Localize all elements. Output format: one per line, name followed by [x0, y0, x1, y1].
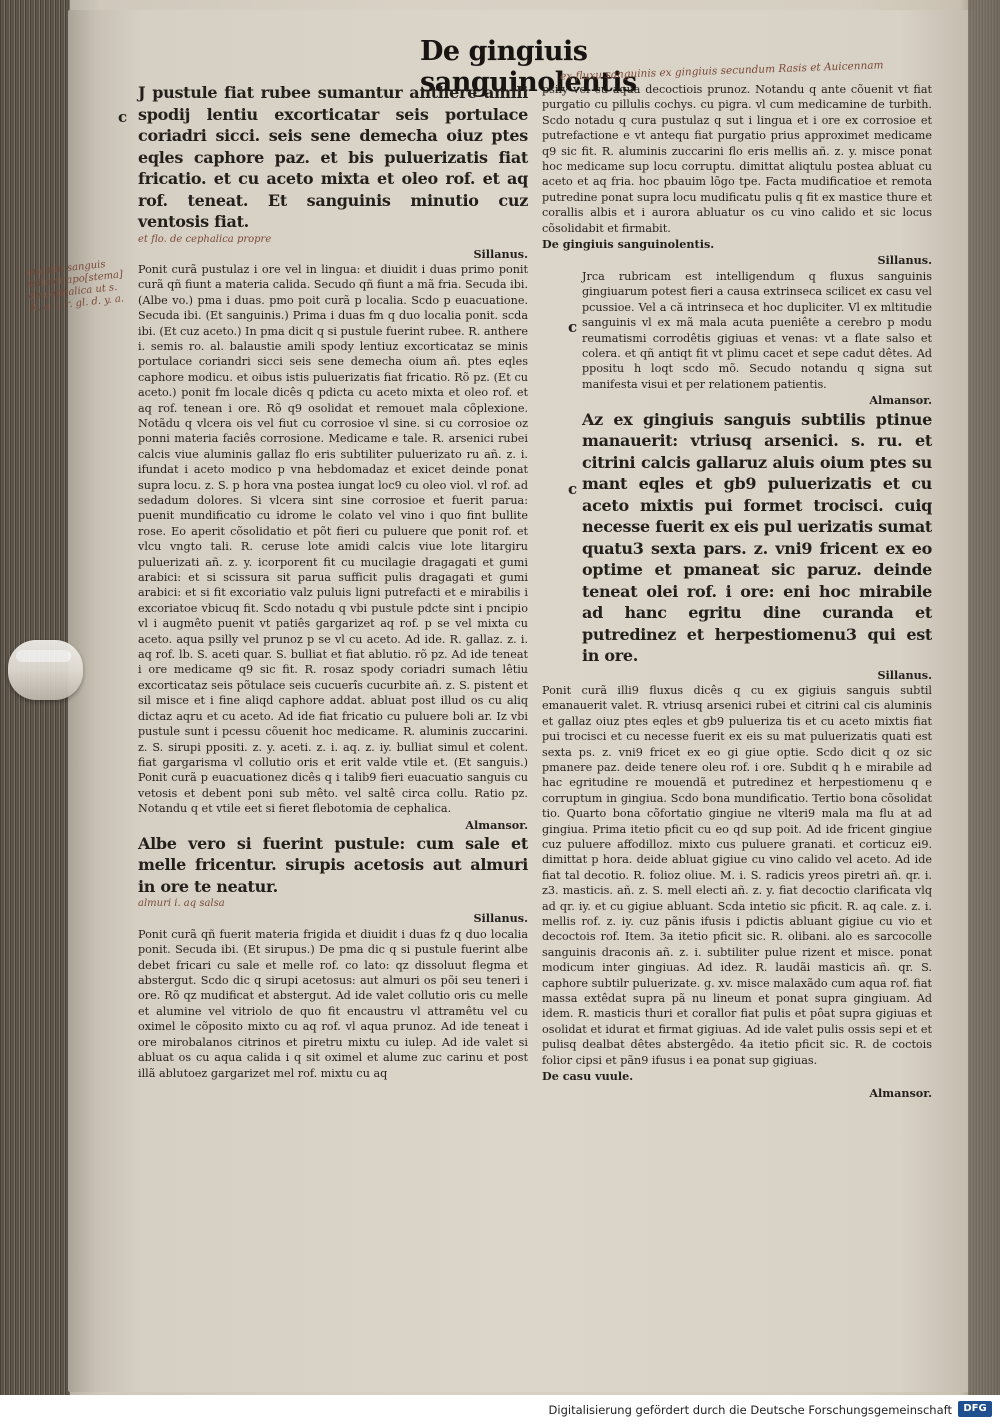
footer-credit: Digitalisierung gefördert durch die Deutsche Forschungsgemeinschaft: [548, 1403, 952, 1417]
right-para-4: Ponit curã illi9 fluxus dicês q cu ex gigiuis sanguis subtil emanauerit valet. R. vtriusq arsenici rubei et citrini cal cis aluminis et gallaz oiuz ptes eqles et gb9 pulueriza tis et cu aceto mixtis fiat pui trocisci et cu necesse fuerit ex eis su mat puluerizatis quati est sexta ps. z. vni9 fricet ex eo gi giue optie. Scdo dicit q oz sic pmanere paz. deide tenere oleu rof. i ore. Subdit q h e mirabile ad hac egritudine re mouendã et putredinez et herpestiomenu q e corruptum in gingiua. Scdo bona mundificatio. Tertio bona cõsolidat tio. Quarto bona cõfortatio gingiue ne vlteri9 mala ma flu at ad gingiua. Prima itetio pficit cu eo qd sup poit. Ad ide fricent gingiue cuz puluere affodilloz. mixto cus puluere granati. et corticuz ei9. dimittat p hora. deide abluat gigiue cu vino calido vel aceto. Ad ide fiat tal decotio. R. folioz oliue. M. i. S. radicis yreos piretri añ. qr. i. z3. masticis. añ. z. S. mell electi añ. z. y. fiat decoctio clarificata vlq ad qr. iy. et cu gigiue abluant. Scda intetio sic pficit. R. aq cale. z. i. mellis rof. z. iy. cuz pãnis ifusis i pdictis abluant gigiue cu vio et decoctois rof. Item. 3a itetio pficit sic. R. olibani. alo es sarcocolle sanguinis draconis añ. z. i. subtiliter pulue rizent et misce. ponat modicum inter gingiuas. Ad idez. R. laudãi masticis añ. qr. S. caphore subtilr puluerizate. g. xv. misce malaxãdo cum aqua rof. fiat massa extêdat supra pã nu lineum et ponat supra gingiuam. Ad idem. R. masticis thuri et corallor fiat pulis et pôat supra gigiuas et osolidat et idurat et firmat gigiuas. Ad ide valet pulis ossis sepi et et pulisq dealbat dêtes abstergêdo. 4a itetio pficit sic. R. de coctois folior cipsi et pãn9 ifusus i ea ponat sup gigiuas.: [542, 683, 932, 1067]
section-heading-sillanus-right: Sillanus.: [877, 253, 932, 268]
page-clip: [8, 640, 83, 700]
section-heading-sillanus-right-2: Sillanus.: [877, 667, 932, 682]
left-para-1-text: J pustule fiat rubee sumantur anthere amili spodij lentiu excorticatar seis portulace coriadri sicci. seis sene demecha oiuz ptes eqles caphore paz. et bis puluerizatis fiat fricatio. et cu aceto mixta et oleo rof. et aq rof. teneat. Et sanguinis minutio cuz ventosis fiat.: [138, 83, 528, 231]
left-para-3: Albe vero si fuerint pustule: cum sale et melle fricentur. sirupis acetosis aut almuri in ore te neatur.: [138, 833, 528, 896]
rubric-de-gingiuis: De gingiuis sanguinolentis.: [542, 237, 715, 252]
handwritten-header-note: ex fluxu sanguinis ex gingiuis secundum Rasis et Auicennam: [559, 59, 884, 83]
right-para-2: Jrca rubricam est intelligendum q fluxus sanguinis gingiuarum potest fieri a causa extrinseca scilicet ex casu vel pcussioe. Vel a că intrinseca et hoc dupliciter. Vl ex mltitudie sanguinis vl ex mã mala acuta pueniête a cerebro p modu reumatismi corrodêtis gigiuas et venas: vt a flate salso et colera. et qñ antiqt fit vt plimu cacet et sepe cadut dêtes. Ad ppositu h loqt scdo mõ. Secudo notandu q signa sut manifesta visui et per relationem patientis.: [582, 269, 932, 391]
left-hand-note-2: almuri i. aq salsa: [138, 898, 225, 910]
left-para-2: Ponit curã pustulaz i ore vel in lingua: et diuidit i duas primo ponit curã qñ fiunt a materia calida. Secudo qñ fiunt a mã fria. Secuda ibi. (Albe vo.) pma i duas. pmo poit curã p localia. Scdo p euacuatione. Secuda ibi. (Et sanguinis.) Prima i duas fm q duo localia ponit. scda ibi. (Et cuz aceto.) In pma dicit q si pustule fuerint rubee. R. anthere i. semis ro. al. balaustie amili spody lentiuz excorticataz se minis portulace coriandri sicci seis sene demecha oium añ. ptes eqles caphore modicu. et oibus istis puluerizatis fiat fricatio. Rõ pz. (Et cu aceto.) ponit fm locale dicês q pdicta cu aceto mixta et oleo rof. et aq rof. tenean i ore. Rõ q9 osolidat et remouet mala cõplexione. Notãdu q vlcera ois vel fiut cu corrosioe vl sine. si cu corrosioe oz ponni materia faciês corrosione. Medicame e tale. R. arsenici rubei calcis viue aluminis gallaz flo eris subtiliter puluerizato ru añ. z. i. ifundat i aceto modico p vna hebdomadaz et exicet deinde ponat supra locu. z. S. p hora vna postea iungat loc9 cu oleo viol. vl rof. ad sedadum dolores. Si vlcera sint sine corrosioe et fuerit parua: puenit mundificatio cu idrome le colato vel vino i quo fint bullite rose. Eo aperit cõsolidatio et põt fieri cu puluere que ponit rof. et vlcu vngto tali. R. ceruse lote amidi calcis viue lote litargiru puluerizati añ. z. y. icorporent fit cu mucilagie dragagati et gumi arabici: et si scissura sit parua sufficit pulis dragagati et gumi arabici: et si fit excoriatio valz puluis ligni putrefacti et e mirabilis i excoriatoe vbicuq fit. Scdo notadu q vbi pustule pdcte sint i pncipio vl i augmêto puenit vt patiês gargarizet aq rof. p se vel mixta cu aceto. aqua psilly vel prunoz p se vl cu aceto. Ad ide. R. gallaz. z. i. aq rof. lb. S. aceti quar. S. bulliat et fiat ablutio. rõ pz. Ad ide teneat i ore medicame q9 sic fit. R. rosaz spody coriadri sumach lêtiu excorticataz seis põtulace seis cucuerîs cucurbite añ. z. S. pistent et sil misce et i fine aliqd caphore addat. abluat post illud os cu aliq dictaz aqru et cu aceto. Ad ide fiat fricatio cu puluere boli ar. Iz vbi pustule sunt i pcessu cõuenit hoc medicame. R. aluminis zuccarini. z. S. sirupi ppositi. z. y. aceti. z. i. aq. z. iy. bulliat simul et colent. fiat gargarisma vl collutio oris et erit valde vtile et. (Et sanguis.) Ponit curã p euacuationez dicês q i talib9 fieri euacuatio sanguis cu vetosis et debent poni sub mêto. vel saltê circa collu. Ratio pz. Notandu q et vtile eet si fieret flebotomia de cephalica.: [138, 262, 528, 816]
left-para-4: Ponit curã qñ fuerit materia frigida et diuidit i duas fz q duo localia ponit. Secuda ibi. (Et sirupus.) De pma dic q si pustule fuerint albe debet fricari cu sale et melle rof. co lato: qz dissoluut flegma et abstergut. Scdo dic q sirupi acetosus: aut almuri os põi seu teneri i ore. Rõ qz mudificat et abstergut. Ad ide valet collutio oris cu melle et alumine vel vitriolo de quo fit encaustru vl attramêtu vel cu oximel le cõposito mixto cu aq rof. vl aqua prunoz. Ad ide teneat i ore mirobalanos citrinos et piretru mixtu cu iulep. Ad ide valet si abluat os cu aqua calida i q sit oximel et alume zuc carinu et post illã ablutoez gargarizet mel rof. mixtu cu aq: [138, 927, 528, 1080]
right-para-3: Az ex gingiuis sanguis subtilis ptinue manauerit: vtriusq arsenici. s. ru. et citrini calcis gallaruz aluis oium ptes su mant eqles et gb9 puluerizatis et cu aceto mixtis pui formet trocisci. cuiq necesse fuerit ex eis pul uerizatis sumat quatu3 sexta pars. z. vni9 fricent ex eo optime et pmaneat sic paruz. deinde teneat olei rof. i ore: eni hoc mirabile ad hanc egritu dine curanda et putredinez et herpestiomenu3 qui est in ore.: [582, 409, 932, 666]
right-para-1: psily vel cu aqua decoctiois prunoz. Notandu q ante cõuenit vt fiat purgatio cu pillulis cochys. cu pigra. vl cum medicamine de turbith. Scdo notadu q cura pustulaz q sut i lingua et i ore ex corrosioe et putrefactione e vt antequ fiat purgatio prius approximet medicame q9 sic fit. R. aluminis zuccarini flo eris mellis añ. z. y. misce ponat hoc medicame sup locu corruptu. dimittat aliqtulu postea abluat cu aceto et aq fria. hoc pbauim lõgo tpe. Facta mudificatioe et remota putredine ponat supra locu mudificatu pulis q fit ex mastice thure et corallis albis et i aurora abluatur os cu vino calido et sic locus cõsolidabit et firmabit.: [542, 83, 932, 235]
section-heading-almansor: Almansor.: [465, 817, 528, 832]
marginal-letter-c-3: c: [568, 480, 578, 498]
left-para-1: [138, 82, 528, 233]
running-title: De gingiuis sanguinolentis: [420, 36, 637, 98]
rubric-de-casu-vuule: De casu vuule.: [542, 1069, 634, 1084]
left-margin-gloss: quando sanguis scilicet apo[stema] de cephalica ut s. R. a. i. r. gl. d. y. a.: [25, 259, 125, 315]
left-hand-note-1: et flo. de cephalica propre: [138, 233, 272, 245]
marginal-letter-c-2: c: [568, 318, 578, 336]
dfg-logo: DFG: [958, 1401, 992, 1417]
left-column: [138, 82, 528, 1082]
section-heading-sillanus-2: Sillanus.: [473, 911, 528, 926]
section-heading-sillanus: Sillanus.: [473, 246, 528, 261]
section-heading-almansor-right-2: Almansor.: [869, 1085, 932, 1100]
right-column: [542, 82, 932, 1101]
marginal-letter-c: c: [118, 108, 128, 126]
section-heading-almansor-right: Almansor.: [869, 393, 932, 408]
right-page-edges: [968, 0, 1000, 1395]
